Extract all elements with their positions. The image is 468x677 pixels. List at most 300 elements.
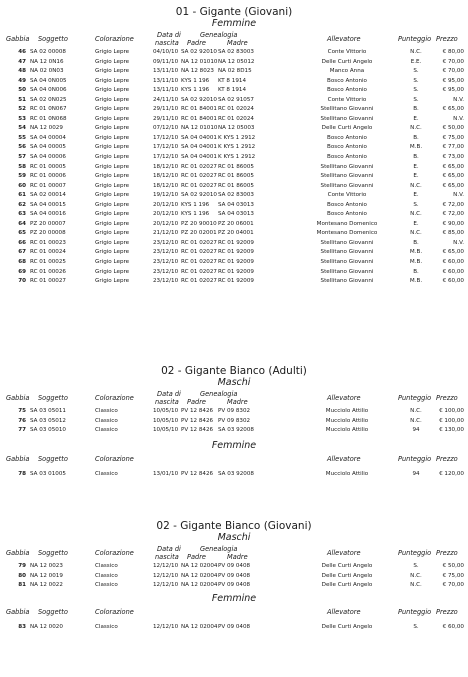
score: N.C.: [410, 408, 422, 414]
section-2: [0, 365, 468, 479]
score: 94: [412, 470, 420, 477]
score: B.: [413, 268, 419, 275]
subject-id: SA 02 0N025: [30, 96, 67, 103]
breeder: Mucciolo Attilio: [325, 408, 369, 414]
father-id: NA 12 02004: [181, 623, 218, 630]
col-punteggio: Punteggio: [398, 35, 432, 43]
rows: [0, 470, 468, 480]
coloration: Classico: [95, 427, 118, 434]
price: € 60,00: [442, 278, 464, 285]
subject-id: SA 04 00005: [30, 144, 66, 151]
birth-date: 12/12/10: [153, 582, 179, 589]
score: E.: [413, 192, 419, 199]
column-header: [0, 29, 468, 48]
score: B.: [413, 154, 419, 161]
mother-id: SA 02 91057: [218, 96, 254, 103]
cage-number: 65: [18, 230, 26, 237]
breeder: Bosco Antonio: [327, 87, 367, 94]
coloration: Grigio Lepre: [95, 278, 130, 285]
col-prezzo: Prezzo: [436, 549, 458, 557]
score: N.C.: [410, 572, 422, 579]
mother-id: K KYS 1 2912: [218, 154, 256, 161]
breeder: Delle Curti Angelo: [321, 58, 373, 65]
price: € 80,00: [442, 49, 464, 55]
col-nascita: nascita: [155, 553, 179, 561]
table-row: [0, 182, 468, 192]
table-row: [0, 268, 468, 278]
breeder: Conte Vittorio: [327, 49, 367, 55]
score: E.: [413, 220, 419, 227]
breeder: Bosco Antonio: [327, 77, 367, 84]
coloration: Classico: [95, 563, 118, 569]
birth-date: 04/10/10: [153, 49, 179, 55]
father-id: RC 01 84001: [181, 115, 217, 122]
birth-date: 18/12/10: [153, 182, 179, 189]
section-title: 02 - Gigante Bianco (Adulti): [161, 365, 307, 377]
cage-number: 79: [18, 563, 26, 569]
price: N.V.: [453, 192, 464, 199]
birth-date: 24/11/10: [153, 96, 179, 103]
father-id: SA 04 04001: [181, 154, 217, 161]
coloration: Classico: [95, 582, 118, 589]
score: S.: [413, 77, 419, 84]
score: B.: [413, 239, 419, 246]
cage-number: 53: [18, 115, 26, 122]
mother-id: K KYS 1 2912: [218, 144, 256, 151]
father-id: NA 12 02004: [181, 572, 218, 579]
col-allevatore: Allevatore: [327, 607, 361, 616]
score: S.: [413, 87, 419, 94]
breeder: Stellitano Giovanni: [320, 259, 374, 266]
price: € 77,00: [442, 144, 464, 151]
subject-id: NA 12 0020: [30, 623, 63, 630]
subject-id: NA 12 0019: [30, 572, 63, 579]
price: € 85,00: [442, 230, 464, 237]
mother-id: PZ 20 06001: [218, 220, 254, 227]
price: € 100,00: [439, 417, 464, 424]
coloration: Grigio Lepre: [95, 49, 130, 55]
birth-date: 29/11/10: [153, 115, 179, 122]
coloration: Grigio Lepre: [95, 106, 130, 113]
coloration: Grigio Lepre: [95, 154, 130, 161]
coloration: Classico: [95, 408, 118, 414]
col-colorazione: Colorazione: [95, 549, 134, 557]
col-allevatore: Allevatore: [327, 549, 361, 557]
score: N.C.: [410, 211, 422, 218]
subject-id: SA 02 00014: [30, 192, 66, 199]
birth-date: 12/12/10: [153, 572, 179, 579]
score: N.C.: [410, 182, 422, 189]
breeder: Stellitano Giovanni: [320, 278, 374, 285]
section-title: 01 - Gigante (Giovani): [175, 6, 293, 18]
coloration: Grigio Lepre: [95, 163, 130, 170]
mother-id: SA 03 92008: [218, 427, 254, 434]
col-genealogia: Genealogia: [200, 545, 238, 553]
coloration: Grigio Lepre: [95, 192, 130, 199]
subject-id: SA 04 00006: [30, 154, 66, 161]
price: € 90,00: [442, 220, 464, 227]
coloration: Grigio Lepre: [95, 173, 130, 180]
col-colorazione: Colorazione: [95, 607, 134, 616]
cage-number: 81: [18, 582, 26, 589]
mother-id: RC 01 92009: [218, 278, 254, 285]
mother-id: RC 01 02024: [218, 106, 254, 113]
subject-id: RC 01 00026: [30, 268, 66, 275]
score: M.B.: [409, 249, 423, 256]
table-row: [0, 105, 468, 115]
col-genealogia: Genealogia: [200, 390, 238, 398]
subject-id: RC 01 00023: [30, 239, 66, 246]
price: € 100,00: [439, 408, 464, 414]
cage-number: 57: [18, 154, 26, 161]
cage-number: 83: [18, 623, 26, 630]
col-data: Data di: [157, 545, 181, 553]
price: € 60,00: [442, 623, 464, 630]
price: € 50,00: [442, 563, 464, 569]
subject-id: SA 04 0N006: [30, 87, 67, 94]
father-id: RC 01 84001: [181, 106, 217, 113]
rows: [0, 48, 468, 287]
father-id: NA 12 8023: [181, 68, 214, 75]
subject-id: NA 12 0N16: [30, 58, 64, 65]
cage-number: 58: [18, 163, 26, 170]
subject-id: SA 04 0N005: [30, 77, 67, 84]
cage-number: 47: [18, 58, 26, 65]
father-id: NA 12 01010: [181, 58, 218, 65]
subject-id: RC 01 00007: [30, 182, 66, 189]
cage-number: 62: [18, 201, 26, 208]
subject-id: SA 02 00008: [30, 49, 66, 55]
father-id: KYS 1 196: [181, 211, 210, 218]
cage-number: 48: [18, 68, 26, 75]
cage-number: 78: [18, 470, 26, 477]
breeder: Montesano Domenico: [316, 220, 378, 227]
group-label: Maschi: [217, 377, 251, 388]
mother-id: RC 01 92009: [218, 239, 254, 246]
col-punteggio: Punteggio: [398, 607, 432, 616]
breeder: Stellitano Giovanni: [320, 239, 374, 246]
table-row: [0, 201, 468, 211]
price: N.V.: [453, 239, 464, 246]
table-row: [0, 562, 468, 572]
mother-id: PV 09 0408: [218, 582, 251, 589]
father-id: PZ 20 90010: [181, 220, 217, 227]
price: € 70,00: [442, 68, 464, 75]
subject-id: RC 01 0N067: [30, 106, 67, 113]
subject-id: NA 12 0029: [30, 125, 63, 132]
price: € 70,00: [442, 58, 464, 65]
coloration: Grigio Lepre: [95, 58, 130, 65]
col-data: Data di: [157, 31, 181, 39]
col-genealogia: Genealogia: [200, 31, 238, 39]
col-soggetto: Soggetto: [38, 454, 68, 463]
mother-id: NA 12 05003: [218, 125, 255, 132]
col-madre: Madre: [227, 398, 248, 406]
father-id: NA 12 02004: [181, 582, 218, 589]
coloration: Grigio Lepre: [95, 77, 130, 84]
breeder: Montesano Domenico: [316, 230, 378, 237]
rows: [0, 407, 468, 436]
score: N.C.: [410, 417, 422, 424]
col-padre: Padre: [187, 39, 206, 47]
col-soggetto: Soggetto: [38, 549, 68, 557]
breeder: Mucciolo Attilio: [325, 427, 369, 434]
price: € 60,00: [442, 268, 464, 275]
mother-id: RC 01 92009: [218, 268, 254, 275]
breeder: Bosco Antonio: [327, 201, 367, 208]
table-row: [0, 163, 468, 173]
score: E.: [413, 115, 419, 122]
col-allevatore: Allevatore: [327, 35, 361, 43]
table-row: [0, 407, 468, 417]
subject-id: SA 03 05012: [30, 417, 66, 424]
cage-number: 63: [18, 211, 26, 218]
birth-date: 13/11/10: [153, 68, 179, 75]
subject-id: RC 01 00006: [30, 173, 66, 180]
col-gabbia: Gabbia: [6, 549, 30, 557]
father-id: KYS 1 196: [181, 201, 210, 208]
subject-id: NA 12 0023: [30, 563, 63, 569]
table-row: [0, 96, 468, 106]
table-row: [0, 426, 468, 436]
table-row: [0, 191, 468, 201]
cage-number: 52: [18, 106, 26, 113]
price: € 75,00: [442, 134, 464, 141]
father-id: SA 02 92010: [181, 49, 217, 55]
col-punteggio: Punteggio: [398, 549, 432, 557]
score: N.C.: [410, 582, 422, 589]
mother-id: KT 8 1914: [218, 87, 247, 94]
cage-number: 51: [18, 96, 26, 103]
coloration: Grigio Lepre: [95, 239, 130, 246]
table-row: [0, 172, 468, 182]
breeder: Delle Curti Angelo: [321, 125, 373, 132]
mother-id: SA 04 03013: [218, 201, 254, 208]
coloration: Grigio Lepre: [95, 201, 130, 208]
col-punteggio: Punteggio: [398, 454, 432, 463]
subject-id: RC 01 0N068: [30, 115, 67, 122]
breeder: Manco Anna: [329, 68, 365, 75]
score: S.: [413, 68, 419, 75]
price: € 95,00: [442, 87, 464, 94]
subject-id: SA 04 00016: [30, 211, 66, 218]
score: M.B.: [409, 259, 423, 266]
col-prezzo: Prezzo: [436, 35, 458, 43]
score: N.C.: [410, 125, 422, 132]
cage-number: 49: [18, 77, 26, 84]
coloration: Classico: [95, 470, 118, 477]
mother-id: PZ 20 04001: [218, 230, 254, 237]
table-row: [0, 143, 468, 153]
cage-number: 64: [18, 220, 26, 227]
father-id: RC 01 02027: [181, 278, 217, 285]
price: € 72,00: [442, 201, 464, 208]
score: N.C.: [410, 49, 422, 55]
table-row: [0, 581, 468, 591]
father-id: SA 02 92010: [181, 192, 217, 199]
birth-date: 13/01/10: [153, 470, 179, 477]
score: B.: [413, 134, 419, 141]
coloration: Grigio Lepre: [95, 230, 130, 237]
breeder: Delle Curti Angelo: [321, 563, 373, 569]
score: M.B.: [409, 278, 423, 285]
col-soggetto: Soggetto: [38, 607, 68, 616]
price: € 120,00: [439, 470, 464, 477]
col-gabbia: Gabbia: [6, 454, 30, 463]
cage-number: 55: [18, 134, 26, 141]
breeder: Conte Vittorio: [327, 96, 367, 103]
price: N.V.: [453, 96, 464, 103]
cage-number: 59: [18, 173, 26, 180]
breeder: Delle Curti Angelo: [321, 582, 373, 589]
subject-id: NA 12 0022: [30, 582, 63, 589]
cage-number: 69: [18, 268, 26, 275]
column-header: [0, 543, 468, 562]
table-row: [0, 134, 468, 144]
cage-number: 75: [18, 408, 26, 414]
score: E.: [413, 163, 419, 170]
cage-number: 77: [18, 427, 26, 434]
birth-date: 10/05/10: [153, 427, 179, 434]
birth-date: 23/12/10: [153, 268, 179, 275]
coloration: Grigio Lepre: [95, 87, 130, 94]
coloration: Grigio Lepre: [95, 134, 130, 141]
score: S.: [413, 201, 419, 208]
breeder: Bosco Antonio: [327, 144, 367, 151]
birth-date: 10/05/10: [153, 417, 179, 424]
breeder: Conte Vittorio: [327, 192, 367, 199]
breeder: Stellitano Giovanni: [320, 249, 374, 256]
subject-id: SA 04 00015: [30, 201, 66, 208]
price: € 95,00: [442, 77, 464, 84]
mother-id: NA 02 8D15: [218, 68, 252, 75]
column-header: [0, 451, 468, 470]
price: € 50,00: [442, 125, 464, 132]
group-label: Femmine: [211, 439, 257, 451]
father-id: SA 04 04001: [181, 144, 217, 151]
table-row: [0, 248, 468, 258]
rows: [0, 562, 468, 591]
cage-number: 70: [18, 278, 26, 285]
birth-date: 07/12/10: [153, 125, 179, 132]
father-id: PV 12 8426: [181, 470, 214, 477]
column-header: [0, 388, 468, 407]
father-id: RC 01 02027: [181, 173, 217, 180]
col-padre: Padre: [187, 398, 206, 406]
subject-id: RC 01 00005: [30, 163, 66, 170]
mother-id: RC 01 86005: [218, 173, 254, 180]
birth-date: 10/05/10: [153, 408, 179, 414]
breeder: Bosco Antonio: [327, 134, 367, 141]
score: S.: [413, 623, 419, 630]
table-row: [0, 210, 468, 220]
birth-date: 20/12/10: [153, 220, 179, 227]
price: € 65,00: [442, 163, 464, 170]
col-colorazione: Colorazione: [95, 394, 134, 402]
father-id: NA 12 01010: [181, 125, 218, 132]
subject-id: SA 03 05011: [30, 408, 66, 414]
birth-date: 12/12/10: [153, 563, 179, 569]
score: E.: [413, 173, 419, 180]
mother-id: KT 8 1914: [218, 77, 247, 84]
subject-id: RC 01 00024: [30, 249, 66, 256]
col-prezzo: Prezzo: [436, 394, 458, 402]
coloration: Grigio Lepre: [95, 259, 130, 266]
score: S.: [413, 563, 419, 569]
breeder: Stellitano Giovanni: [320, 268, 374, 275]
price: € 72,00: [442, 211, 464, 218]
subject-id: RC 01 00027: [30, 278, 66, 285]
table-row: [0, 470, 468, 480]
coloration: Grigio Lepre: [95, 144, 130, 151]
breeder: Stellitano Giovanni: [320, 106, 374, 113]
col-prezzo: Prezzo: [436, 607, 458, 616]
price: € 70,00: [442, 582, 464, 589]
table-row: [0, 623, 468, 633]
father-id: SA 04 04001: [181, 134, 217, 141]
father-id: NA 12 02004: [181, 563, 218, 569]
col-gabbia: Gabbia: [6, 35, 30, 43]
cage-number: 66: [18, 239, 26, 246]
col-allevatore: Allevatore: [327, 454, 361, 463]
father-id: RC 01 02027: [181, 249, 217, 256]
breeder: Stellitano Giovanni: [320, 115, 374, 122]
table-row: [0, 58, 468, 68]
cage-number: 56: [18, 144, 26, 151]
col-soggetto: Soggetto: [38, 394, 68, 402]
price: € 65,00: [442, 106, 464, 113]
mother-id: NA 12 05012: [218, 58, 255, 65]
score: M.B.: [409, 144, 423, 151]
mother-id: RC 01 92009: [218, 249, 254, 256]
mother-id: RC 01 86005: [218, 182, 254, 189]
mother-id: SA 03 92008: [218, 470, 254, 477]
coloration: Grigio Lepre: [95, 220, 130, 227]
breeder: Stellitano Giovanni: [320, 173, 374, 180]
father-id: RC 01 02027: [181, 259, 217, 266]
father-id: RC 01 02027: [181, 268, 217, 275]
birth-date: 23/12/10: [153, 278, 179, 285]
price: € 130,00: [439, 427, 464, 434]
table-row: [0, 258, 468, 268]
subject-id: NA 02 0N03: [30, 68, 64, 75]
mother-id: PV 09 0408: [218, 563, 251, 569]
birth-date: 23/12/10: [153, 259, 179, 266]
birth-date: 17/12/10: [153, 144, 179, 151]
coloration: Grigio Lepre: [95, 68, 130, 75]
birth-date: 18/12/10: [153, 173, 179, 180]
mother-id: PV 09 8302: [218, 417, 251, 424]
mother-id: K KYS 1 2912: [218, 134, 256, 141]
mother-id: PV 09 0408: [218, 623, 251, 630]
subject-id: SA 04 00004: [30, 134, 66, 141]
coloration: Grigio Lepre: [95, 182, 130, 189]
birth-date: 29/11/10: [153, 106, 179, 113]
birth-date: 17/12/10: [153, 154, 179, 161]
coloration: Classico: [95, 572, 118, 579]
mother-id: RC 01 02024: [218, 115, 254, 122]
col-gabbia: Gabbia: [6, 394, 30, 402]
father-id: SA 02 92010: [181, 96, 217, 103]
col-madre: Madre: [227, 553, 248, 561]
table-row: [0, 572, 468, 582]
subject-id: RC 01 00025: [30, 259, 66, 266]
father-id: RC 01 02027: [181, 182, 217, 189]
table-row: [0, 277, 468, 287]
score: B.: [413, 106, 419, 113]
table-row: [0, 77, 468, 87]
section-3: [0, 520, 468, 632]
